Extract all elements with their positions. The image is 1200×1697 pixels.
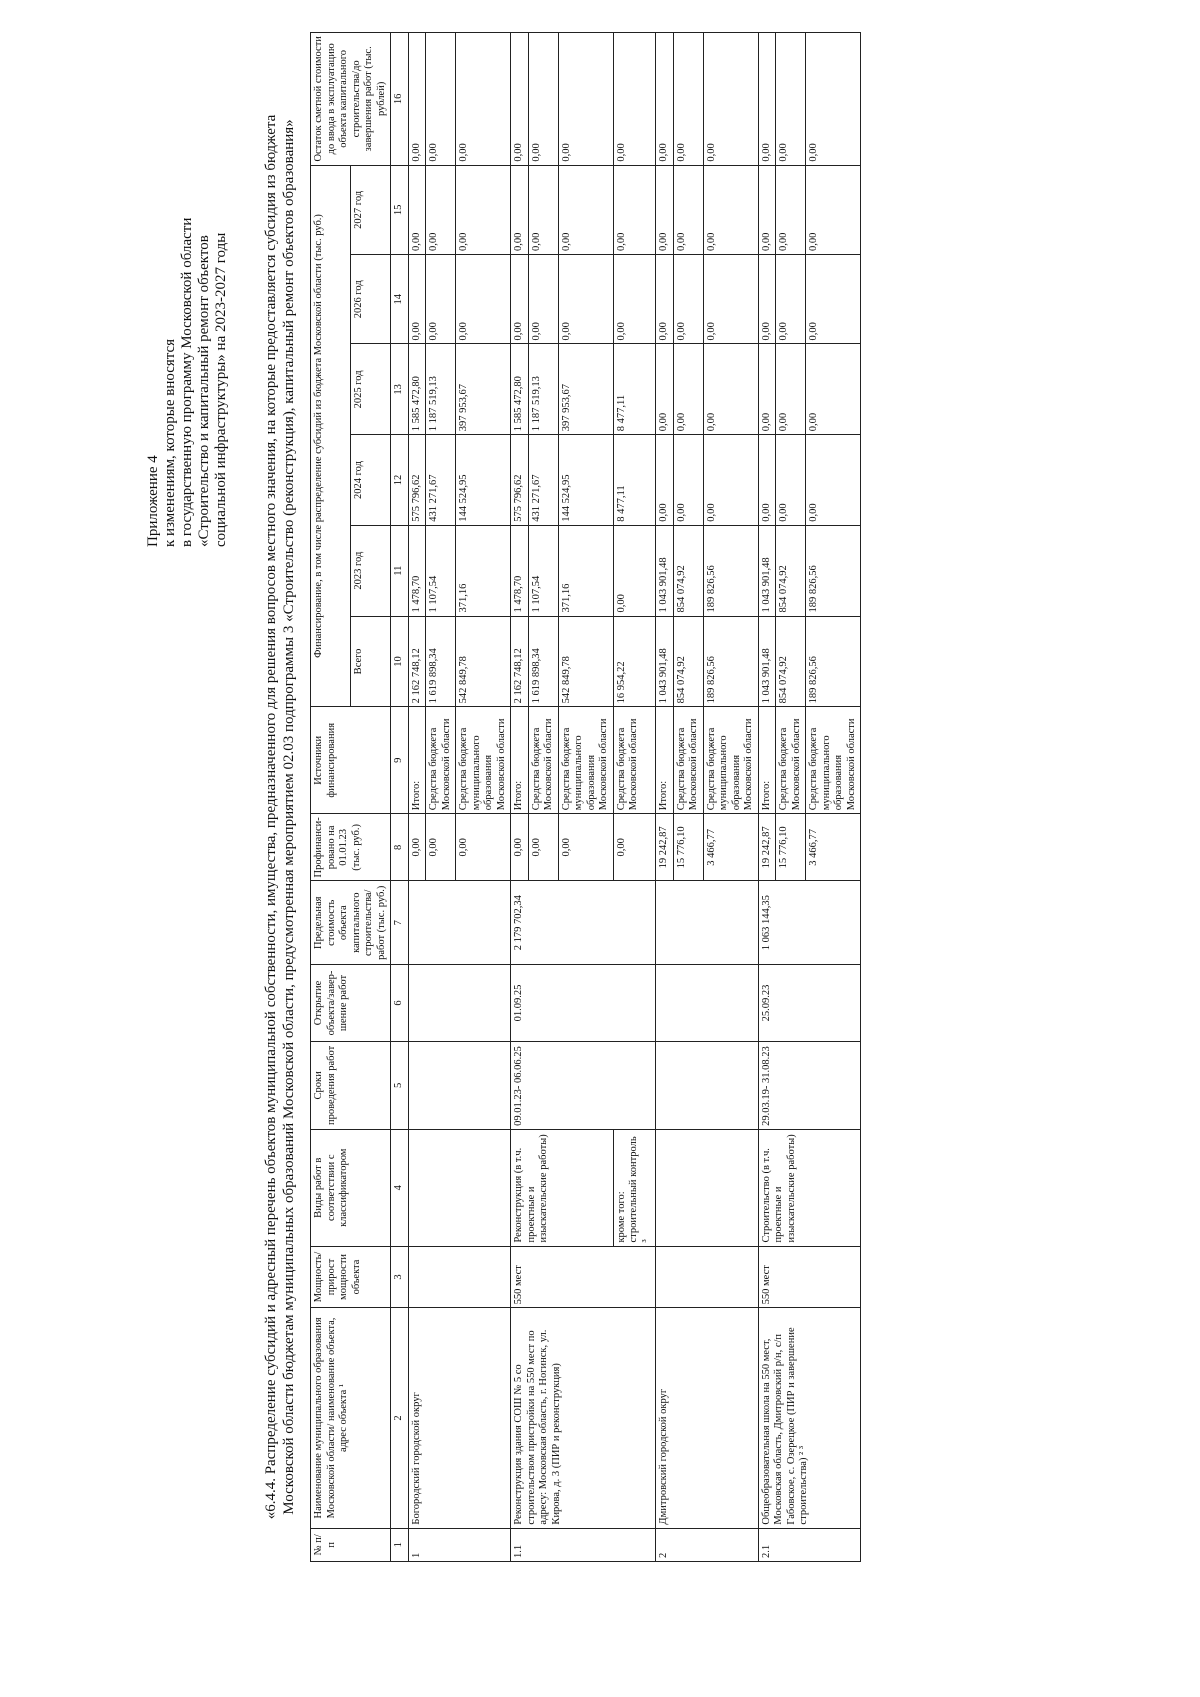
column-number: 16 [391,33,409,166]
appendix-line: в государственную программу Московской области [179,217,195,547]
cell-2026: 0,00 [758,255,776,344]
cell-total: 854 074,92 [776,616,806,707]
cell-2026: 0,00 [673,255,703,344]
header-work-types: Виды работ в соответствии с классификатором [311,1129,391,1246]
cell-2023: 854 074,92 [776,525,806,616]
cell-2027: 0,00 [656,165,674,254]
row-num: 2.1 [758,1528,861,1561]
row-name: Богородский городской округ [408,1308,511,1528]
cell-2023: 1 107,54 [528,525,558,616]
cell-2026: 0,00 [613,255,656,344]
row-name: Общеобразовательная школа на 550 мест, Московская область, Дмитровский р/н, с/п Габовское, с. Озерецкое (ПИР и завершение строительства) ² ³ [758,1308,861,1528]
cell-remainder: 0,00 [656,33,674,166]
cell-2023: 371,16 [558,525,613,616]
header-total: Всего [351,616,391,707]
cell-2026: 0,00 [511,255,529,344]
cell-2026: 0,00 [776,255,806,344]
cell-remainder: 0,00 [806,33,861,166]
cell-source: Итого: [511,707,529,814]
cell-remainder: 0,00 [758,33,776,166]
cell-source: Средства бюджета Московской области [776,707,806,814]
cell-remainder: 0,00 [528,33,558,166]
cell-prefin: 15 776,10 [776,814,806,881]
cell-2023: 1 043 901,48 [656,525,674,616]
cell-2025: 397 953,67 [456,344,511,435]
header-num: № п/п [311,1528,391,1561]
cell-2023: 189 826,56 [703,525,758,616]
cell-remainder: 0,00 [511,33,529,166]
cell-2026: 0,00 [656,255,674,344]
cell-2024: 431 271,67 [528,435,558,525]
cell-2026: 0,00 [806,255,861,344]
cell-2027: 0,00 [806,165,861,254]
cell-2025: 8 477,11 [613,344,656,435]
cell-prefin: 0,00 [511,814,529,881]
cell-2026: 0,00 [528,255,558,344]
header-name: Наименование муниципального образования Московской области/ наименование объекта, адрес объекта ¹ [311,1308,391,1528]
header-2024: 2024 год [351,435,391,525]
cell-total: 1 043 901,48 [656,616,674,707]
cell-total: 189 826,56 [703,616,758,707]
cell-prefin: 0,00 [613,814,656,881]
cell-2023: 189 826,56 [806,525,861,616]
cell-2023: 1 043 901,48 [758,525,776,616]
cell-2026: 0,00 [408,255,426,344]
cell-source: Средства бюджета Московской области [613,707,656,814]
cell-remainder: 0,00 [703,33,758,166]
cell-total: 854 074,92 [673,616,703,707]
cell-remainder: 0,00 [776,33,806,166]
cell-prefin: 0,00 [456,814,511,881]
cell-2027: 0,00 [528,165,558,254]
header-2023: 2023 год [351,525,391,616]
column-number: 14 [391,255,409,344]
header-terms: Сроки проведения работ [311,1041,391,1129]
header-remainder: Остаток сметной стоимости до ввода в эксплуатацию объекта капитального строительства/до завершения работ (тыс. рублей) [311,33,391,166]
cell-prefin: 19 242,87 [758,814,776,881]
row-num: 2 [656,1528,759,1561]
cell-2027: 0,00 [456,165,511,254]
column-number: 12 [391,435,409,525]
cell-remainder: 0,00 [673,33,703,166]
cell-2026: 0,00 [456,255,511,344]
column-number: 8 [391,814,409,881]
cell-total: 1 619 898,34 [426,616,456,707]
cell-source: Средства бюджета муниципального образования Московской области [558,707,613,814]
cell-2027: 0,00 [511,165,529,254]
column-number: 4 [391,1129,409,1246]
row-limit-cost: 2 179 702,34 [511,881,656,965]
header-financing: Финансирование, в том числе распределение субсидий из бюджета Московской области (тыс. руб.) [311,165,351,707]
column-number: 15 [391,165,409,254]
column-number: 10 [391,616,409,707]
row-num: 1 [408,1528,511,1561]
table-row [408,33,426,1562]
cell-2023: 854 074,92 [673,525,703,616]
row-name: Реконструкция здания СОШ № 5 со строительством пристройки на 550 мест по адресу: Московская область, г. Ногинск, ул. Кирова, д. 3 (ПИР и реконструкция) [511,1308,656,1528]
cell-source: Средства бюджета Московской области [528,707,558,814]
cell-prefin: 19 242,87 [656,814,674,881]
table-row [656,33,674,1562]
column-number: 7 [391,881,409,965]
cell-2023: 1 478,70 [511,525,529,616]
cell-2025: 1 585 472,80 [408,344,426,435]
cell-total: 189 826,56 [806,616,861,707]
cell-remainder: 0,00 [558,33,613,166]
cell-2025: 0,00 [806,344,861,435]
column-number: 9 [391,707,409,814]
cell-2027: 0,00 [558,165,613,254]
appendix-line: Приложение 4 [145,455,161,547]
cell-prefin: 0,00 [426,814,456,881]
column-number: 5 [391,1041,409,1129]
cell-2027: 0,00 [776,165,806,254]
header-capacity: Мощность/ прирост мощности объекта [311,1246,391,1308]
row-num: 1.1 [511,1528,656,1561]
cell-prefin: 15 776,10 [673,814,703,881]
row-opening: 01.09.25 [511,965,656,1042]
header-opening: Открытие объекта/завер-шение работ [311,965,391,1042]
header-2025: 2025 год [351,344,391,435]
table-caption: «6.4.4. Распределение субсидий и адресный перечень объектов муниципальной собственности, имущества, предназначенного для решения вопросов местного значения, на которые предоставляется субсидия из бюджета Московской области бюджетам муниципальных образований Московской области, предусмотренная мероприятием 02.03 подпрограммы 3 «Строительство (реконструкция), капитальный ремонт объектов образования» [263,114,297,1520]
cell-prefin: 3 466,77 [703,814,758,881]
cell-total: 542 849,78 [456,616,511,707]
row-terms: 09.01.23- 06.06.25 [511,1041,656,1129]
cell-prefin: 0,00 [408,814,426,881]
cell-2024: 8 477,11 [613,435,656,525]
cell-2027: 0,00 [613,165,656,254]
subsidy-table [310,32,861,1562]
header-limit-cost: Предельная стоимость объекта капитального строительства/ работ (тыс. руб.) [311,881,391,965]
cell-2024: 575 796,62 [408,435,426,525]
column-number: 1 [391,1528,409,1561]
cell-remainder: 0,00 [426,33,456,166]
cell-prefin: 3 466,77 [806,814,861,881]
cell-2025: 0,00 [656,344,674,435]
column-number-row [391,33,409,1562]
cell-prefin: 0,00 [528,814,558,881]
cell-2025: 0,00 [776,344,806,435]
cell-source: Средства бюджета Московской области [673,707,703,814]
cell-total: 2 162 748,12 [511,616,529,707]
appendix-line: «Строительство и капитальный ремонт объектов [196,235,212,547]
cell-2027: 0,00 [408,165,426,254]
row-limit-cost: 1 063 144,35 [758,881,861,965]
cell-2023: 1 107,54 [426,525,456,616]
cell-2027: 0,00 [758,165,776,254]
cell-source: Средства бюджета муниципального образования Московской области [806,707,861,814]
header-prefinanced: Профинанси-ровано на 01.01.23 (тыс. руб.) [311,814,391,881]
cell-source: Итого: [758,707,776,814]
cell-2023: 1 478,70 [408,525,426,616]
column-number: 3 [391,1246,409,1308]
cell-2026: 0,00 [703,255,758,344]
cell-total: 542 849,78 [558,616,613,707]
cell-2026: 0,00 [426,255,456,344]
cell-source: Средства бюджета Московской области [426,707,456,814]
cell-2024: 0,00 [673,435,703,525]
cell-source: Итого: [656,707,674,814]
cell-2024: 0,00 [703,435,758,525]
cell-2024: 575 796,62 [511,435,529,525]
cell-remainder: 0,00 [408,33,426,166]
column-number: 6 [391,965,409,1042]
row-terms: 29.03.19- 31.08.23 [758,1041,861,1129]
row-capacity: 550 мест [758,1246,861,1308]
cell-total: 1 043 901,48 [758,616,776,707]
cell-2024: 144 524,95 [456,435,511,525]
cell-2025: 0,00 [673,344,703,435]
cell-remainder: 0,00 [456,33,511,166]
cell-2026: 0,00 [558,255,613,344]
table-row [758,33,776,1562]
cell-remainder: 0,00 [613,33,656,166]
cell-source: Итого: [408,707,426,814]
column-number: 13 [391,344,409,435]
column-number: 11 [391,525,409,616]
row-name: Дмитровский городской округ [656,1308,759,1528]
row-work-type: Строительство (в т.ч. проектные и изыскательские работы) [758,1129,861,1246]
header-sources: Источники финансирования [311,707,391,814]
cell-2027: 0,00 [426,165,456,254]
row-opening: 25.09.23 [758,965,861,1042]
cell-prefin: 0,00 [558,814,613,881]
cell-2025: 397 953,67 [558,344,613,435]
cell-2025: 0,00 [703,344,758,435]
appendix-note [145,127,230,547]
cell-2025: 1 585 472,80 [511,344,529,435]
cell-total: 1 619 898,34 [528,616,558,707]
row-capacity: 550 мест [511,1246,656,1308]
cell-2027: 0,00 [703,165,758,254]
cell-source: Средства бюджета муниципального образования Московской области [703,707,758,814]
cell-2023: 371,16 [456,525,511,616]
cell-2024: 0,00 [806,435,861,525]
cell-2025: 0,00 [758,344,776,435]
cell-2024: 0,00 [776,435,806,525]
cell-2027: 0,00 [673,165,703,254]
cell-2024: 144 524,95 [558,435,613,525]
cell-source: Средства бюджета муниципального образования Московской области [456,707,511,814]
appendix-line: к изменениям, которые вносятся [162,338,178,547]
row-work-extra: кроме того: строительный контроль ³ [613,1129,656,1246]
row-work-type: Реконструкция (в т.ч. проектные и изыскательские работы) [511,1129,614,1246]
cell-total: 2 162 748,12 [408,616,426,707]
cell-total: 16 954,22 [613,616,656,707]
header-2026: 2026 год [351,255,391,344]
cell-2023: 0,00 [613,525,656,616]
cell-2024: 0,00 [656,435,674,525]
cell-2025: 1 187 519,13 [426,344,456,435]
header-2027: 2027 год [351,165,391,254]
cell-2024: 0,00 [758,435,776,525]
cell-2024: 431 271,67 [426,435,456,525]
cell-2025: 1 187 519,13 [528,344,558,435]
column-number: 2 [391,1308,409,1528]
appendix-line: социальной инфраструктуры» на 2023-2027 годы [213,232,229,547]
table-row [511,33,529,1562]
